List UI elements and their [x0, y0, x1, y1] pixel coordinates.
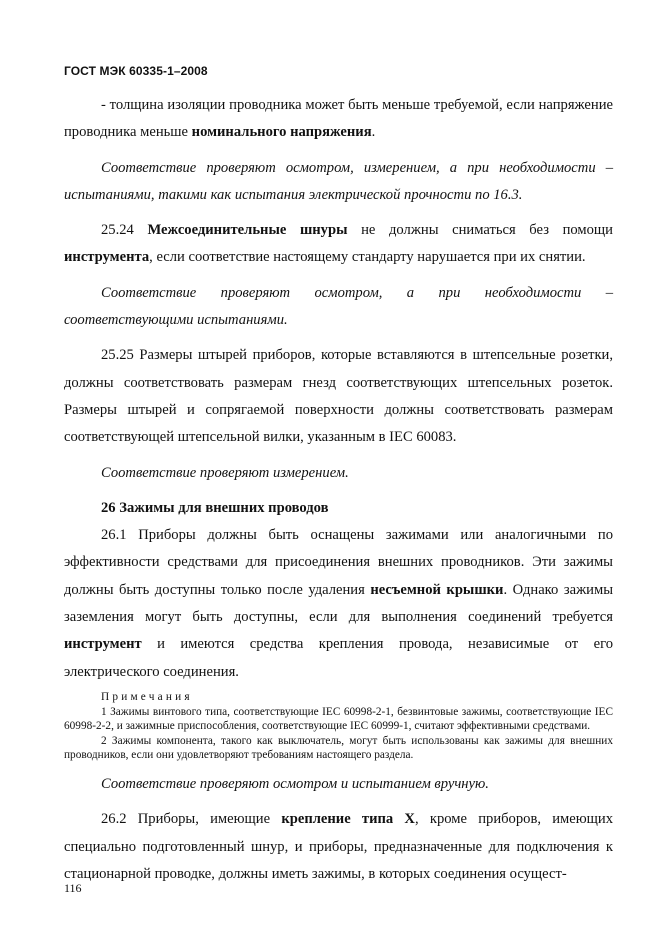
text-run: 26.2 Приборы, имеющие: [101, 811, 282, 828]
notes-block: [64, 690, 613, 763]
page-number: 116: [64, 881, 82, 895]
term-interconnection-cords: Межсоединительные шнуры: [147, 222, 348, 239]
section-heading-26: 26 Зажимы для внешних проводов: [101, 499, 329, 516]
term-rated-voltage: номинального напряжения: [191, 124, 372, 141]
document-body: [64, 92, 613, 888]
term-tool: инструмента: [64, 249, 150, 266]
text-run: , если соответствие настоящему стандарту нарушается при их снятии.: [149, 249, 586, 266]
term-non-detachable-cover: несъемной крышки: [370, 581, 504, 598]
clause-26-2: [64, 806, 613, 888]
clause-26-1: [64, 522, 613, 686]
compliance-text: Соответствие проверяют измерением.: [101, 464, 349, 481]
compliance-text: Соответствие проверяют осмотром, а при необходимости – соответствующими испытаниями.: [64, 284, 613, 329]
compliance-text: Соответствие проверяют осмотром и испытанием вручную.: [101, 775, 489, 792]
note-1: 1 Зажимы винтового типа, соответствующие IEC 60998-2-1, безвинтовые зажимы, соответствующие IEC 60998-2-2, и зажимные приспособления, соответствующие IEC 60999-1, считают эффективными средствами.: [64, 705, 613, 733]
running-header: ГОСТ МЭК 60335-1–2008: [64, 64, 208, 78]
term-tool: инструмент: [64, 636, 142, 653]
compliance-paragraph-4: [64, 771, 613, 798]
clause-25-25: 25.25 Размеры штырей приборов, которые вставляются в штепсельные розетки, должны соответствовать размерам гнезд соответствующих штепсельных розеток. Размеры штырей и сопрягаемой поверхности должны соответствовать размерам соответствующей штепсельной вилки, указанным в IEC 60083.: [64, 347, 613, 446]
compliance-paragraph-1: [64, 155, 613, 210]
text-run: .: [371, 124, 376, 141]
notes-title: Примечания: [101, 690, 193, 703]
note-2: 2 Зажимы компонента, такого как выключатель, могут быть использованы как зажимы для внешних проводников, если они удовлетворяют требованиям настоящего раздела.: [64, 734, 613, 762]
text-run: 26.1 Приборы должны быть оснащены зажимами или аналогичными по эффективности средствами для присоединения внешних проводников. Эти зажимы должны быть доступны только после удаления: [64, 527, 613, 598]
compliance-paragraph-3: [64, 460, 613, 487]
paragraph-insulation: [64, 92, 613, 147]
compliance-paragraph-2: [64, 280, 613, 335]
compliance-text: Соответствие проверяют осмотром, измерением, а при необходимости – испытаниями, такими как испытания электрической прочности по 16.3.: [64, 159, 613, 203]
text-run: и имеются средства крепления провода, независимые от его электрического соединения.: [64, 636, 613, 680]
text-run: , кроме приборов, имеющих специально подготовленный шнур, и приборы, предназначенные для подключения к стационарной проводке, должны иметь зажимы, в которых соединения осущест-: [64, 811, 613, 882]
text-run: - толщина изоляции проводника может быть меньше требуемой, если напряжение проводника меньше: [64, 97, 613, 141]
text-run: . Однако зажимы заземления могут быть доступны, если для выполнения соединений требуется: [64, 581, 613, 626]
text-run: не должны сниматься без помощи: [347, 222, 613, 239]
text-run: 25.24: [101, 222, 148, 239]
term-type-x-attachment: крепление типа X: [281, 811, 415, 828]
clause-25-24: [64, 217, 613, 272]
